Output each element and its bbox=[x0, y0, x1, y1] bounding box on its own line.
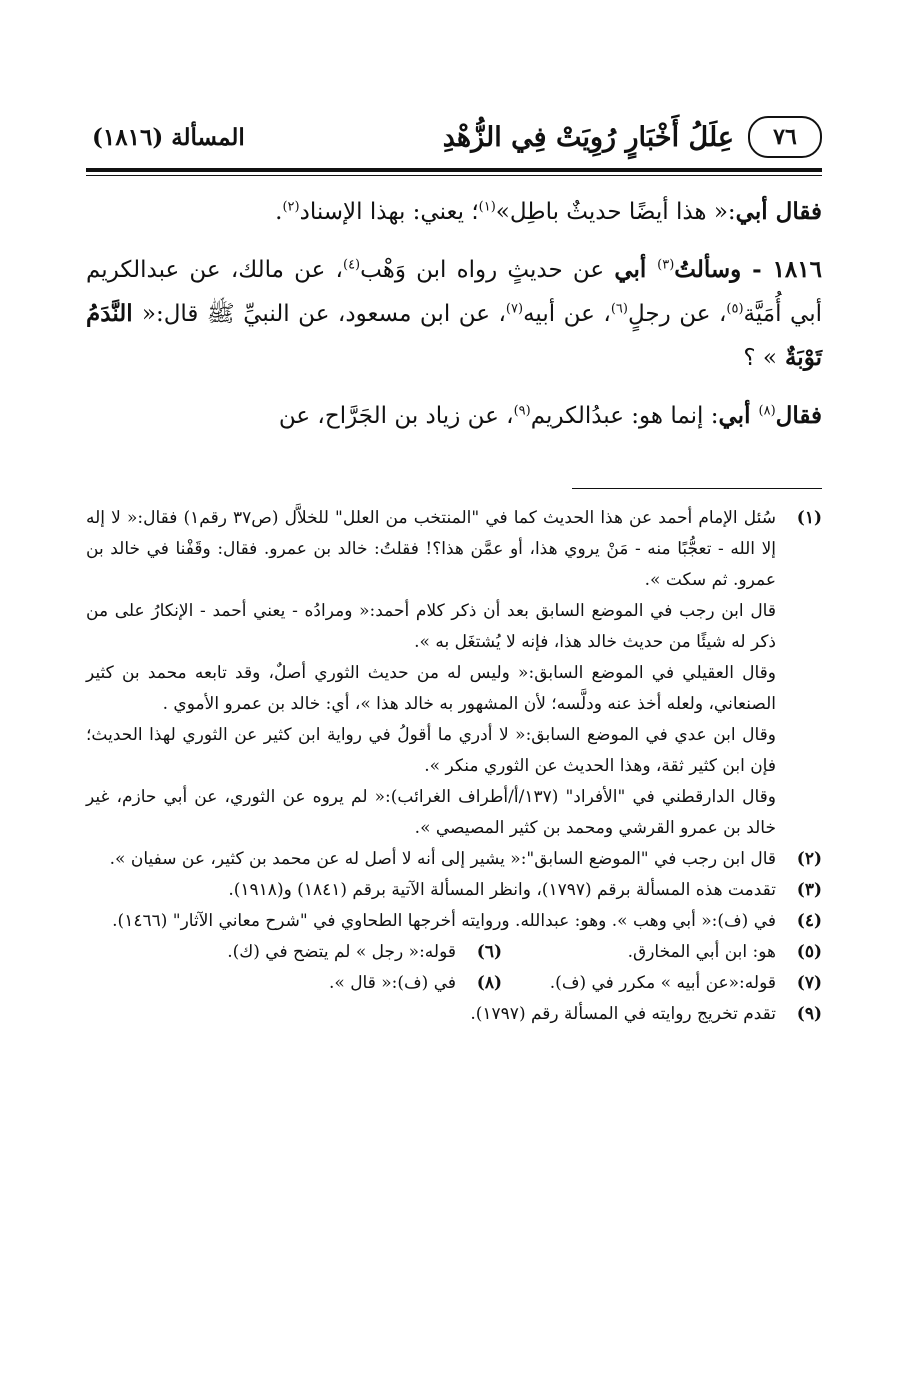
footnote-ref[interactable]: (٨) bbox=[758, 403, 776, 419]
quote-text: :« هذا أيضًا حديثٌ باطِل» bbox=[495, 199, 736, 225]
footnote-paragraph: سُئل الإمام أحمد عن هذا الحديث كما في "المنتخب من العلل" للخلاَّل (ص٣٧ رقم١) فقال:« لا إله إلا الله - تعجُّبًا منه - مَنْ يروي هذا، أو عمَّن هذا؟! فقلتُ: خالد بن عمرو. فقال: وقَفْنا في خالد بن عمرو. ثم سكت ». bbox=[86, 508, 776, 590]
body-text: ، عن زياد بن الجَرَّاح، عن bbox=[278, 403, 514, 429]
footnote-paragraph: وقال العقيلي في الموضع السابق:« وليس له من حديث الثوري أصلٌ، وقد تابعه محمد بن كثير الصنعاني، ولعله أخذ عنه ودلَّسه؛ لأن المشهور به خالد هذا »، أي: خالد بن عمرو الأموي . bbox=[86, 663, 776, 714]
body-text: ، عن أبيه bbox=[523, 301, 611, 327]
paragraph-3 bbox=[86, 394, 822, 438]
main-text bbox=[86, 190, 822, 438]
paragraph-1 bbox=[86, 190, 822, 234]
footnote-number: (٤) bbox=[796, 911, 822, 931]
footnote bbox=[86, 503, 822, 844]
footnote-body bbox=[86, 503, 776, 844]
footnote-paragraph: قال ابن رجب في "الموضع السابق":« يشير إلى أنه لا أصل له عن محمد بن كثير، عن سفيان ». bbox=[109, 849, 776, 869]
footnote-ref[interactable]: (٢) bbox=[282, 199, 300, 215]
footnote bbox=[86, 906, 822, 937]
speaker: فقال أبي bbox=[735, 198, 822, 225]
book-title: عِلَلُ أَخْبَارٍ رُوِيَتْ فِي الزُّهْدِ bbox=[442, 121, 734, 153]
page-number-badge: ٧٦ bbox=[748, 116, 822, 158]
footnote bbox=[162, 968, 502, 999]
footnote-body: هو: ابن أبي المخارق. bbox=[627, 942, 776, 962]
page-header bbox=[86, 112, 822, 162]
header-rule-thick bbox=[86, 168, 822, 172]
footnote bbox=[502, 968, 822, 999]
footnote-paragraph: في (ف):« أبي وهب ». وهو: عبدالله. وروايته أخرجها الطحاوي في "شرح معاني الآثار" (١٤٦٦). bbox=[112, 911, 776, 931]
footnote-paragraph: تقدمت هذه المسألة برقم (١٧٩٧)، وانظر المسألة الآتية برقم (١٨٤١) و(١٩١٨). bbox=[228, 880, 776, 900]
footnote-number: (١) bbox=[796, 508, 822, 528]
footnote-paragraph: قال ابن رجب في الموضع السابق بعد أن ذكر كلام أحمد:« ومرادُه - يعني أحمد - الإنكارُ على من ذكر له شيئًا من حديث خالد هذا، فإنه لا يُشتغَل به ». bbox=[86, 601, 776, 652]
body-text: . bbox=[275, 199, 283, 225]
footnote-ref[interactable]: (٦) bbox=[610, 301, 628, 317]
lead-text: فقال bbox=[775, 402, 822, 429]
footnote-pair bbox=[86, 937, 822, 968]
footnote-ref[interactable]: (٧) bbox=[505, 301, 524, 317]
speaker: أبي bbox=[718, 402, 759, 429]
footnote-body: قوله:« رجل » لم يتضح في (ك). bbox=[227, 942, 456, 962]
footnote-body: قوله:«عن أبيه » مكرر في (ف). bbox=[549, 973, 776, 993]
body-text: ، عن ابن مسعود، عن النبيِّ ﷺ قال:« bbox=[141, 301, 506, 327]
footnote-body bbox=[86, 844, 776, 875]
paragraph-2 bbox=[86, 248, 822, 380]
issue-number: ١٨١٦ bbox=[772, 256, 822, 283]
footnote-number: (٣) bbox=[796, 880, 822, 900]
footnote bbox=[86, 875, 822, 906]
footnote-ref[interactable]: (٤) bbox=[342, 257, 361, 273]
lead-text: - وسألتُ bbox=[674, 256, 773, 283]
body-text: : إنما هو: عبدُالكريم bbox=[530, 403, 719, 429]
footnote-separator bbox=[572, 488, 822, 489]
footnote-number: (٨) bbox=[476, 973, 502, 993]
footnote-ref[interactable]: (٣) bbox=[657, 257, 675, 273]
body-text: ، عن مالك، عن عبدالكريم أبي أُمَيَّة bbox=[86, 257, 822, 327]
hadith-text: النَّدَمُ تَوْبَةٌ bbox=[86, 300, 822, 371]
footnote-body bbox=[86, 906, 776, 937]
footnote bbox=[162, 937, 502, 968]
footnote-ref[interactable]: (١) bbox=[478, 199, 496, 215]
body-text: ، عن رجلٍ bbox=[627, 301, 727, 327]
footnote-paragraph: وقال الدارقطني في "الأفراد" (١٣٧/أ/أطراف الغرائب):« لم يروه عن الثوري، عن أبي حازم، غير خالد بن عمرو القرشي ومحمد بن كثير المصيصي ». bbox=[86, 787, 776, 838]
body-text: عن حديثٍ رواه ابن وَهْب bbox=[360, 257, 615, 283]
header-rule-thin bbox=[86, 175, 822, 176]
header-right bbox=[443, 116, 822, 158]
footnote-pair bbox=[86, 968, 822, 999]
footnote-number: (٥) bbox=[796, 942, 822, 962]
footnote-body: تقدم تخريج روايته في المسألة رقم (١٧٩٧). bbox=[470, 1004, 776, 1024]
footnote-ref[interactable]: (٥) bbox=[726, 301, 744, 317]
footnote bbox=[86, 844, 822, 875]
issue-label: المسألة (١٨١٦) bbox=[92, 123, 245, 151]
body-text: » ؟ bbox=[743, 345, 777, 371]
lead-text: أبي bbox=[614, 256, 658, 283]
footnote-number: (٧) bbox=[796, 973, 822, 993]
footnote-ref[interactable]: (٩) bbox=[513, 403, 531, 419]
footnote-body: في (ف):« قال ». bbox=[329, 973, 456, 993]
page bbox=[86, 112, 822, 1030]
footnote-number: (٩) bbox=[796, 1004, 822, 1024]
footnote-number: (٦) bbox=[476, 942, 502, 962]
footnote-body bbox=[86, 875, 776, 906]
body-text: ؛ يعني: بهذا الإسناد bbox=[299, 199, 479, 225]
footnote bbox=[502, 937, 822, 968]
footnote-number: (٢) bbox=[796, 849, 822, 869]
footnote bbox=[86, 999, 822, 1030]
footnote-paragraph: وقال ابن عدي في الموضع السابق:« لا أدري ما أقولُ في رواية ابن كثير عن الثوري لهذا الحديث؛ فإن ابن كثير ثقة، وهذا الحديث عن الثوري منكر ». bbox=[86, 725, 777, 776]
footnotes bbox=[86, 503, 822, 1030]
